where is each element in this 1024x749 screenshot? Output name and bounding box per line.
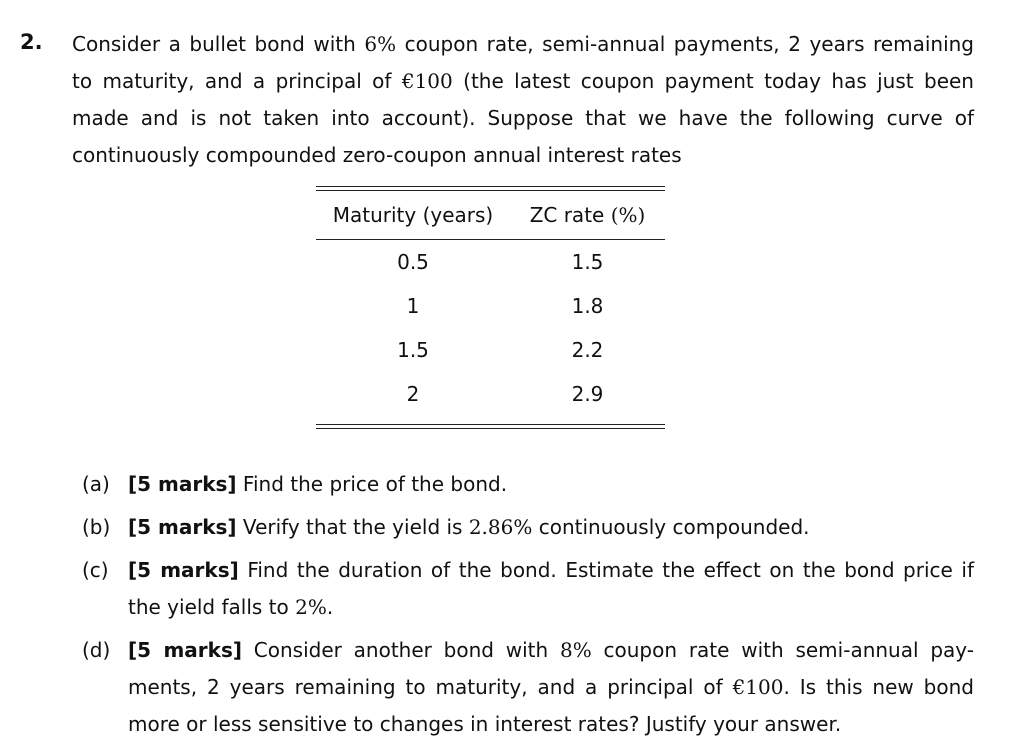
part-b-yield: 2.86% [468,515,533,539]
part-c-text-2: . [326,595,334,619]
question-number: 2. [20,30,43,54]
rate-cell: 1.8 [571,294,604,318]
table-row [316,240,665,284]
rate-cell: 2.2 [571,338,604,362]
part-d-text-1: Consider another bond with [242,638,560,662]
header-maturity: Maturity (years) [332,203,494,227]
part-a [82,466,974,503]
maturity-cell: 1 [406,294,420,318]
part-c-marks: [5 marks] [128,558,239,582]
rate-table [316,191,665,416]
part-b [82,509,974,546]
part-b-text-1: Verify that the yield is [236,515,469,539]
part-c-label: (c) [82,558,109,582]
part-c-text-1: Find the duration of the bond. Estimate the effect on the bond price if the yield falls to [128,558,974,619]
maturity-cell: 2 [406,382,420,406]
part-d-text-2: coupon rate with semi-annual pay- ments, 2 years remaining to maturity, and a principal of [128,638,974,699]
rate-cell: 2.9 [571,382,604,406]
table-row [316,328,665,372]
table-bottom-rule [316,424,665,429]
part-c [82,552,974,626]
part-a-marks: [5 marks] [128,472,237,496]
header-zc-rate [510,191,665,239]
maturity-cell: 1.5 [397,338,429,362]
principal-amount: €100 [401,69,453,93]
maturity-cell: 0.5 [397,250,429,274]
header-zc-rate-unit: (%) [610,203,646,227]
table-header-row [316,191,665,239]
part-b-marks: [5 marks] [128,515,237,539]
question-parts [82,466,974,749]
intro-text-2: coupon rate, semi-annual payments, 2 years remaining to maturity, and a principal of [72,32,975,93]
part-c-yield: 2% [295,595,327,619]
coupon-rate: 6% [364,32,397,56]
part-b-label: (b) [82,515,111,539]
intro-text-3: (the latest coupon payment today has just been made and is not taken into account). Suppose that we have the following curve of continuously compounded zero-coupon annual interest rates [72,69,974,167]
part-d [82,632,974,743]
question-intro [72,26,974,174]
table-row [316,372,665,416]
header-zc-rate-label: ZC rate [529,203,611,227]
part-d-text-3: . Is this new bond more or less sensitive to changes in interest rates? Justify your answer. [128,675,974,736]
table-row [316,284,665,328]
zero-coupon-rate-table [316,186,665,429]
part-d-coupon: 8% [559,638,592,662]
part-a-label: (a) [82,472,110,496]
rate-cell: 1.5 [571,250,604,274]
part-d-principal: €100 [732,675,784,699]
part-d-label: (d) [82,638,111,662]
intro-text-1: Consider a bullet bond with [72,32,365,56]
part-b-text-2: continuously compounded. [532,515,810,539]
part-a-text: Find the price of the bond. [236,472,508,496]
part-d-marks: [5 marks] [128,638,242,662]
